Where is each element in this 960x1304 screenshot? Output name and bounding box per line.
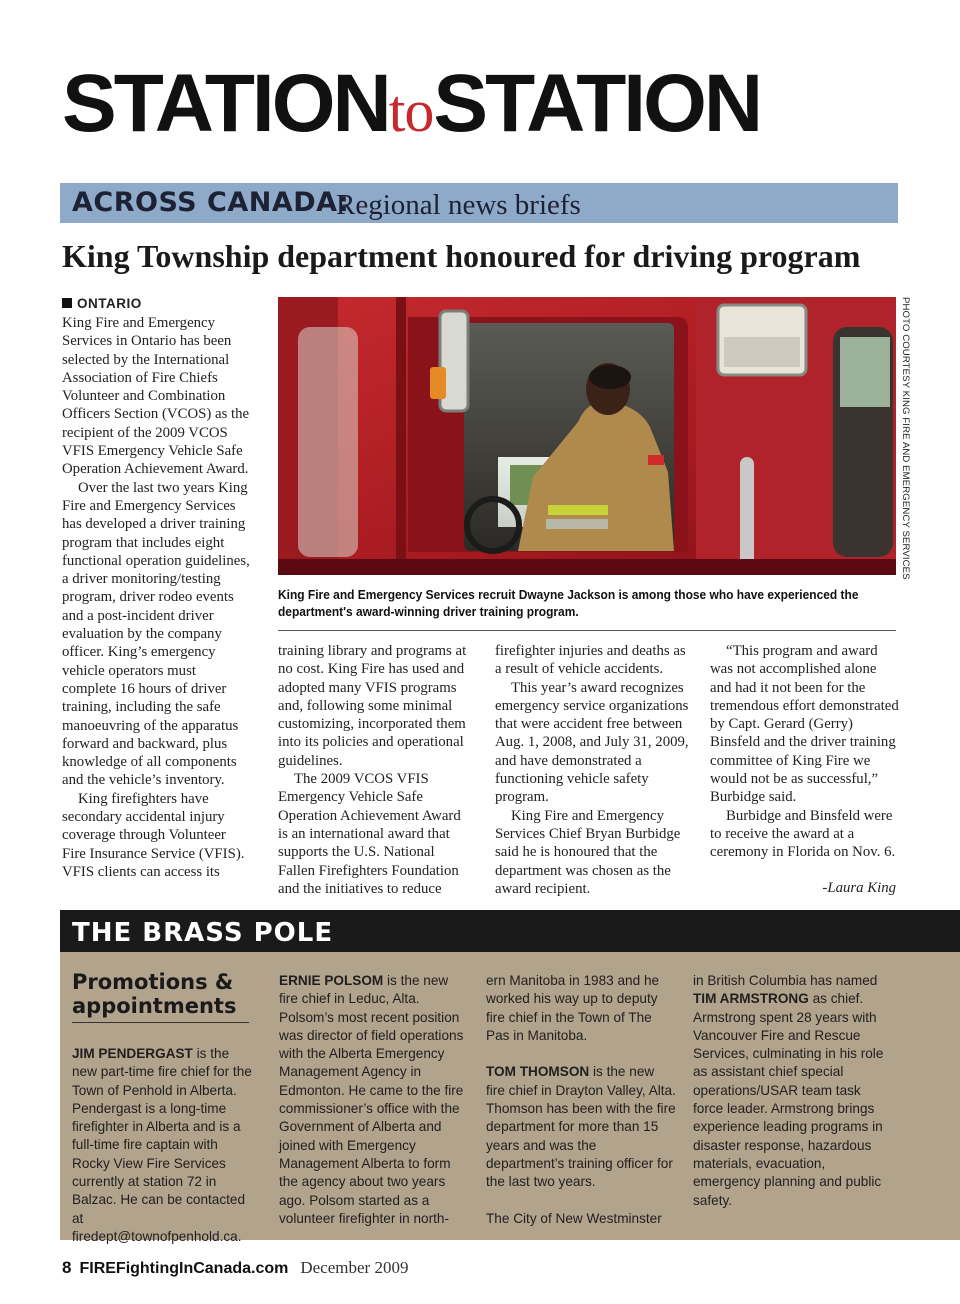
brass-pole-title: THE BRASS POLE xyxy=(72,918,334,948)
paragraph: The 2009 VCOS VFIS Emergency Vehicle Safe Operation Achievement Award is an international award that supports the U.S. National Fallen Firefighters Foundation and the initiatives to reduce xyxy=(278,771,461,897)
photo-caption: King Fire and Emergency Services recruit Dwayne Jackson is among those who have experienced the department's award-winning driver training program. xyxy=(278,588,859,619)
article-headline: King Township department honoured for driving program xyxy=(62,238,861,274)
article-column-1 xyxy=(62,296,252,881)
footer-date: December 2009 xyxy=(300,1258,409,1277)
paragraph: Over the last two years King Fire and Emergency Services has developed a driver training program that includes eight functional operation guidelines, a driver monitoring/testing program, driver rodeo events and a post-incident driver evaluation by the company officer. King’s emergency vehicle operators must complete 16 hours of driver training, including the safe manoeuvring of the apparatus forward and backward, plus knowledge of all components and the vehicle’s inventory. xyxy=(62,479,250,789)
entry-text: is the new fire chief in Drayton Valley, Alta. Thomson has been with the fire department for more than 15 years and was the department’s training officer for the last two years. xyxy=(486,1064,676,1190)
brass-column-2 xyxy=(279,972,469,1228)
footer-website: FIREFightingInCanada.com xyxy=(79,1260,289,1277)
person-name: TOM THOMSON xyxy=(486,1064,590,1080)
paragraph: This year’s award recognizes emergency service organizations that were accident free between Aug. 1, 2008, and July 31, 2009, and have demonstrated a functioning vehicle safety program. xyxy=(495,679,689,806)
person-name: TIM ARMSTRONG xyxy=(693,991,809,1007)
masthead-to: to xyxy=(388,78,434,144)
masthead-station-2: STATION xyxy=(433,58,761,149)
entry-text: ern Manitoba in 1983 and he worked his way up to deputy fire chief in the Town of The Pas in Manitoba. xyxy=(486,973,660,1043)
brass-entry xyxy=(72,1045,252,1246)
brass-column-1 xyxy=(72,1045,252,1246)
section-band xyxy=(60,183,898,223)
section-subtitle: Regional news briefs xyxy=(336,189,581,221)
person-name: JIM PENDERGAST xyxy=(72,1046,193,1061)
brass-entry xyxy=(693,972,888,1210)
promotions-heading: Promotions & appointments xyxy=(72,970,237,1018)
masthead-station-1: STATION xyxy=(62,58,389,149)
paragraph: King firefighters have secondary accidental injury coverage through Volunteer Fire Insurance Service (VFIS). VFIS clients can access its xyxy=(62,790,245,880)
paragraph: “This program and award was not accomplished alone and had it not been for the tremendous effort demonstrated by Capt. Gerard (Gerry) Binsfeld and the driver training committee of King Fire we would not be as successful,” Burbidge said. xyxy=(710,643,899,806)
entry-text: is the new fire chief in Leduc, Alta. Polsom’s most recent position was director of field operations with the Alberta Emergency Management Agency in Edmonton. He came to the fire commissioner’s office with the Government of Alberta and joined with Emergency Management Alberta to form the agency about two years ago. Polsom started as a volunteer firefighter in north- xyxy=(279,973,464,1226)
byline: -Laura King xyxy=(822,880,896,896)
paragraph: King Fire and Emergency Services in Ontario has been selected by the International Association of Fire Chiefs Volunteer and Combination Officers Section (VCOS) as the recipient of the 2009 VCOS VFIS Emergency Vehicle Safe Operation Achievement Award. xyxy=(62,315,250,478)
section-kicker: ACROSS CANADA: xyxy=(72,187,350,218)
entry-text: as chief. Armstrong spent 28 years with Vancouver Fire and Rescue Services, culminating in his role as assistant chief special operations/USAR team task force leader. Armstrong brings experience leading programs in disaster response, hazardous materials, evacuation, emergency planning and public safety. xyxy=(693,991,884,1208)
entry-text: The City of New Westminster xyxy=(486,1210,662,1226)
fire-truck-photo xyxy=(278,297,896,575)
photo-credit xyxy=(898,297,912,581)
brass-entry xyxy=(486,1063,676,1191)
brass-entry xyxy=(279,972,469,1228)
brass-column-4 xyxy=(693,972,888,1210)
article-column-2 xyxy=(278,642,474,898)
square-bullet-icon xyxy=(62,298,72,308)
article-column-4 xyxy=(710,642,900,862)
person-name: ERNIE POLSOM xyxy=(279,973,384,988)
masthead xyxy=(62,58,761,149)
paragraph: Burbidge and Binsfeld were to receive the award at a ceremony in Florida on Nov. 6. xyxy=(710,807,896,861)
region-label xyxy=(62,296,252,312)
brass-column-3 xyxy=(486,972,676,1228)
caption-divider xyxy=(278,630,896,631)
page-footer xyxy=(62,1258,408,1278)
paragraph: King Fire and Emergency Services Chief Bryan Burbidge said he is honoured that the department was chosen as the award recipient. xyxy=(495,807,681,897)
region-text: ONTARIO xyxy=(77,296,142,311)
paragraph: training library and programs at no cost. King Fire has used and adopted many VFIS programs and, following some minimal customizing, incorporated them into its policies and operational guidelines. xyxy=(278,643,467,769)
paragraph: firefighter injuries and deaths as a result of vehicle accidents. xyxy=(495,643,686,678)
photo-credit-text: PHOTO COURTESY KING FIRE AND EMERGENCY SERVICES xyxy=(900,297,911,580)
promotions-divider xyxy=(72,1022,249,1023)
article-column-3 xyxy=(495,642,691,898)
entry-text: in British Columbia has named xyxy=(693,973,878,988)
entry-text: is the new part-time fire chief for the Town of Penhold in Alberta. Pendergast is a long-time firefighter in Alberta and is a full-time fire captain with Rocky View Fire Services currently at station 72 in Balzac. He can be contacted at firedept@townofpenhold.ca. xyxy=(72,1046,252,1244)
page-number: 8 xyxy=(62,1258,72,1277)
